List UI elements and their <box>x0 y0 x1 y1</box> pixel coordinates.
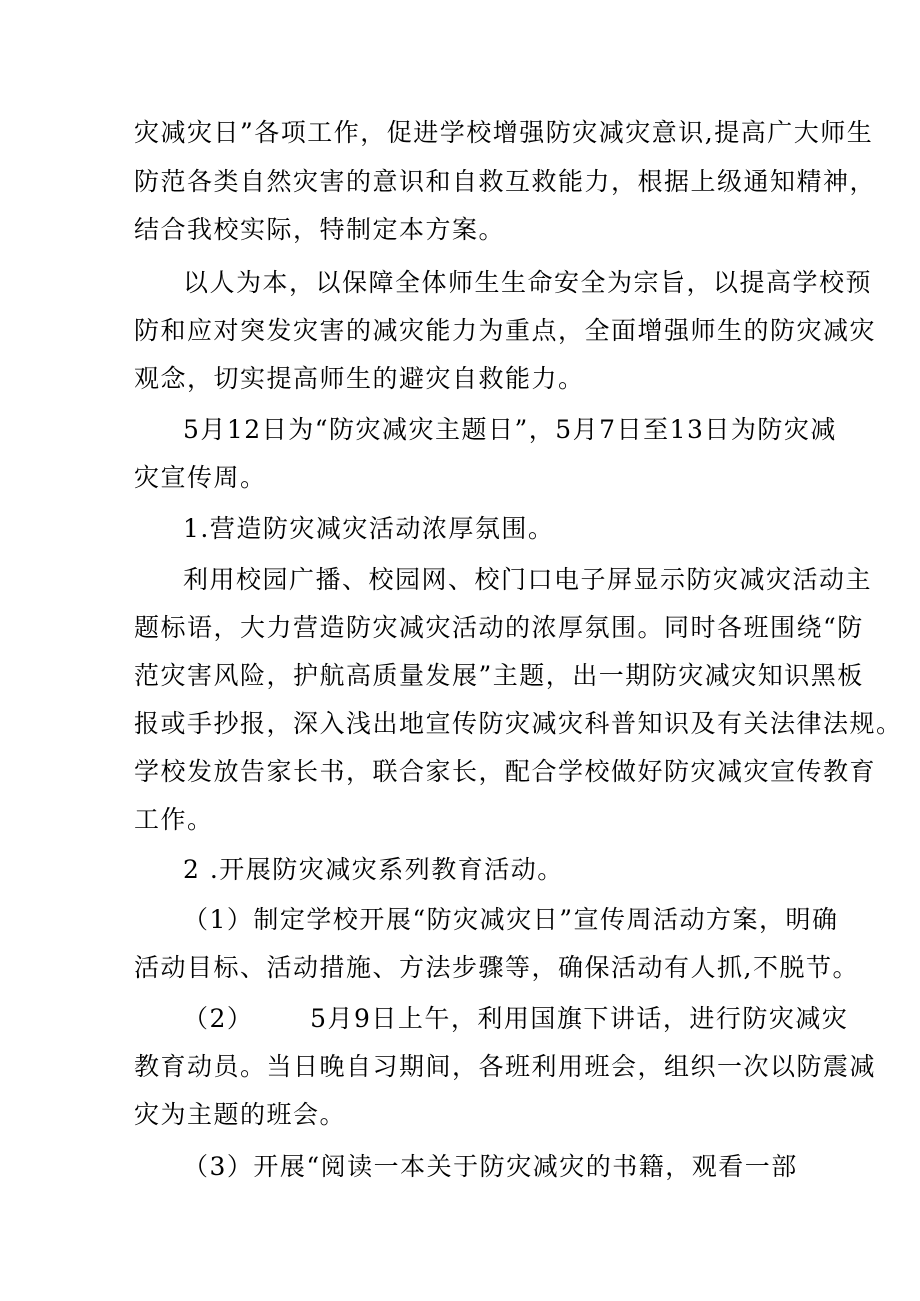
paragraph-1-line-1: 灾减灾日”各项工作，促进学校增强防灾减灾意识,提高广大师生 <box>134 118 874 147</box>
paragraph-2-line-2: 防和应对突发灾害的减灾能力为重点，全面增强师生的防灾减灾 <box>134 316 877 345</box>
paragraph-4-line-4: 报或手抄报，深入浅出地宣传防灾减灾科普知识及有关法律法规。 <box>134 709 903 738</box>
paragraph-1-line-2: 防范各类自然灾害的意识和自救互救能力，根据上级通知精神， <box>134 167 877 196</box>
paragraph-3-line-1: 5月12日为“防灾减灾主题日”，5月7日至13日为防灾减 <box>183 415 837 444</box>
paragraph-3-line-2: 灾宣传周。 <box>134 463 267 492</box>
paragraph-4-line-6: 工作。 <box>134 805 214 834</box>
item-2-line-2: 教育动员。当日晚自习期间，各班利用班会，组织一次以防震减 <box>134 1052 877 1081</box>
item-1-line-2: 活动目标、活动措施、方法步骤等，确保活动有人抓,不脱节。 <box>134 953 859 982</box>
paragraph-2-line-1: 以人为本，以保障全体师生生命安全为宗旨，以提高学校预 <box>183 268 873 297</box>
paragraph-1-line-3: 结合我校实际，特制定本方案。 <box>134 215 506 244</box>
paragraph-4-line-3: 范灾害风险，护航高质量发展”主题，出一期防灾减灾知识黑板 <box>134 661 864 690</box>
paragraph-2-line-3: 观念，切实提高师生的避灾自救能力。 <box>134 364 585 393</box>
paragraph-4-line-5: 学校发放告家长书，联合家长，配合学校做好防灾减灾宣传教育 <box>134 757 877 786</box>
item-2-line-1: （2） 5月9日上午，利用国旗下讲话，进行防灾减灾 <box>183 1004 849 1033</box>
paragraph-4-line-1: 利用校园广播、校园网、校门口电子屏显示防灾减灾活动主 <box>183 565 873 594</box>
section-heading-2: 2 .开展防灾减灾系列教育活动。 <box>183 855 564 884</box>
item-2-line-3: 灾为主题的班会。 <box>134 1100 347 1129</box>
section-heading-1: 1.营造防灾减灾活动浓厚氛围。 <box>183 514 555 543</box>
item-3-line-1: （3）开展“阅读一本关于防灾减灾的书籍，观看一部 <box>183 1152 798 1181</box>
item-1-line-1: （1）制定学校开展“防灾减灾日”宣传周活动方案，明确 <box>183 905 839 934</box>
paragraph-4-line-2: 题标语，大力营造防灾减灾活动的浓厚氛围。同时各班围绕“防 <box>134 613 864 642</box>
